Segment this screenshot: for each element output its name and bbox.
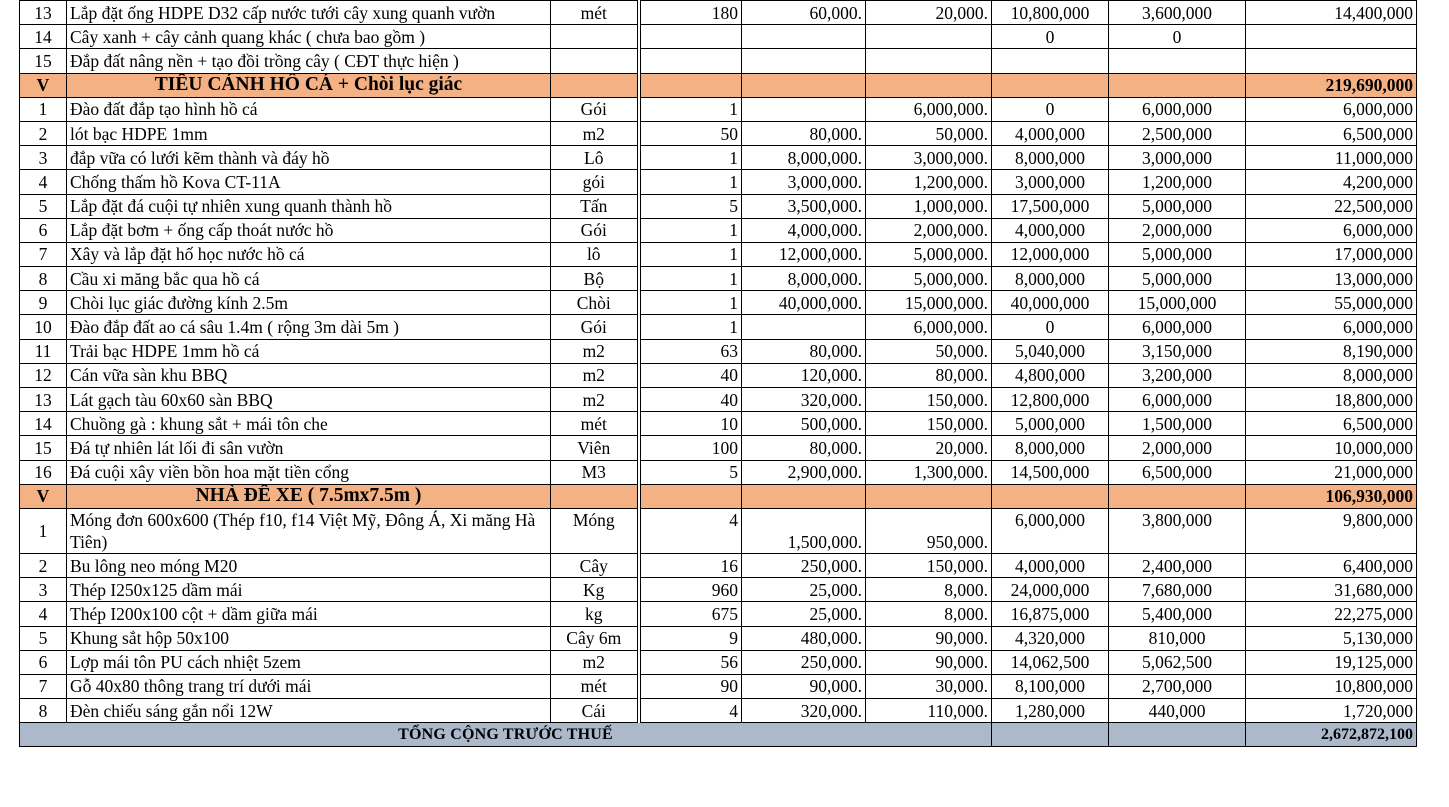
row-total-cell[interactable]: 5,130,000 — [1246, 626, 1417, 650]
material-unit-price-cell[interactable] — [742, 49, 866, 73]
empty-cell[interactable] — [866, 73, 992, 97]
row-total-cell[interactable]: 1,720,000 — [1246, 699, 1417, 723]
labor-amount-cell[interactable]: 2,500,000 — [1109, 121, 1246, 145]
section-total-cell[interactable]: 219,690,000 — [1246, 73, 1417, 97]
labor-amount-cell[interactable]: 3,600,000 — [1109, 1, 1246, 25]
material-amount-cell[interactable] — [992, 49, 1109, 73]
item-name-cell[interactable]: Lợp mái tôn PU cách nhiệt 5zem — [67, 650, 551, 674]
grand-total-label[interactable]: TỔNG CỘNG TRƯỚC THUẾ — [20, 723, 992, 747]
material-unit-price-cell[interactable]: 120,000. — [742, 363, 866, 387]
labor-amount-cell[interactable]: 3,150,000 — [1109, 339, 1246, 363]
table-row — [20, 436, 1417, 460]
labor-amount-cell[interactable]: 5,062,500 — [1109, 650, 1246, 674]
quantity-cell[interactable]: 675 — [639, 602, 742, 626]
stt-cell[interactable]: 4 — [20, 170, 67, 194]
unit-cell[interactable]: m2 — [551, 339, 639, 363]
labor-unit-price-cell[interactable]: 1,200,000. — [866, 170, 992, 194]
labor-amount-cell[interactable]: 7,680,000 — [1109, 578, 1246, 602]
material-unit-price-cell[interactable]: 8,000,000. — [742, 267, 866, 291]
unit-cell[interactable]: mét — [551, 412, 639, 436]
item-name-cell[interactable]: Cán vữa sàn khu BBQ — [67, 363, 551, 387]
item-name-cell[interactable]: Cầu xi măng bắc qua hồ cá — [67, 267, 551, 291]
quantity-cell[interactable]: 90 — [639, 674, 742, 698]
material-amount-cell[interactable]: 14,062,500 — [992, 650, 1109, 674]
material-amount-cell[interactable]: 8,100,000 — [992, 674, 1109, 698]
unit-cell[interactable] — [551, 25, 639, 49]
unit-cell[interactable]: Gói — [551, 315, 639, 339]
stt-cell[interactable]: 10 — [20, 315, 67, 339]
table-row — [20, 1, 1417, 25]
table-row — [20, 218, 1417, 242]
stt-cell[interactable]: 14 — [20, 412, 67, 436]
unit-cell[interactable]: m2 — [551, 363, 639, 387]
stt-cell[interactable]: 1 — [20, 508, 67, 553]
material-amount-cell[interactable]: 8,000,000 — [992, 436, 1109, 460]
material-amount-cell[interactable]: 24,000,000 — [992, 578, 1109, 602]
material-amount-cell[interactable]: 17,500,000 — [992, 194, 1109, 218]
row-total-cell[interactable] — [1246, 25, 1417, 49]
material-unit-price-cell[interactable]: 320,000. — [742, 699, 866, 723]
row-total-cell[interactable]: 22,500,000 — [1246, 194, 1417, 218]
row-total-cell[interactable]: 4,200,000 — [1246, 170, 1417, 194]
labor-amount-cell[interactable]: 1,500,000 — [1109, 412, 1246, 436]
labor-unit-price-cell[interactable]: 80,000. — [866, 363, 992, 387]
labor-amount-cell[interactable]: 6,500,000 — [1109, 460, 1246, 484]
material-amount-cell[interactable]: 5,040,000 — [992, 339, 1109, 363]
quantity-cell[interactable]: 63 — [639, 339, 742, 363]
labor-amount-cell[interactable]: 3,800,000 — [1109, 508, 1246, 553]
section-title-cell[interactable]: NHÀ ĐỂ XE ( 7.5mx7.5m ) — [67, 484, 551, 508]
stt-cell[interactable]: 15 — [20, 49, 67, 73]
labor-unit-price-cell[interactable]: 150,000. — [866, 388, 992, 412]
stt-cell[interactable]: 13 — [20, 388, 67, 412]
labor-unit-price-cell[interactable]: 3,000,000. — [866, 146, 992, 170]
quantity-cell[interactable] — [639, 25, 742, 49]
labor-amount-cell[interactable]: 6,000,000 — [1109, 388, 1246, 412]
labor-amount-cell[interactable]: 810,000 — [1109, 626, 1246, 650]
table-row — [20, 25, 1417, 49]
item-name-cell[interactable]: Chống thấm hồ Kova CT-11A — [67, 170, 551, 194]
stt-cell[interactable]: 5 — [20, 626, 67, 650]
unit-cell[interactable]: Gói — [551, 218, 639, 242]
row-total-cell[interactable]: 55,000,000 — [1246, 291, 1417, 315]
material-unit-price-cell[interactable]: 80,000. — [742, 121, 866, 145]
material-amount-cell[interactable]: 4,000,000 — [992, 218, 1109, 242]
labor-unit-price-cell[interactable]: 30,000. — [866, 674, 992, 698]
stt-cell[interactable]: 11 — [20, 339, 67, 363]
stt-cell[interactable]: 2 — [20, 121, 67, 145]
section-title-cell[interactable]: TIỂU CẢNH HỒ CÁ + Chòi lục giác — [67, 73, 551, 97]
labor-unit-price-cell[interactable]: 50,000. — [866, 339, 992, 363]
unit-cell[interactable]: Kg — [551, 578, 639, 602]
table-row — [20, 460, 1417, 484]
material-unit-price-cell[interactable]: 25,000. — [742, 578, 866, 602]
table-row — [20, 267, 1417, 291]
row-total-cell[interactable]: 8,000,000 — [1246, 363, 1417, 387]
unit-cell[interactable]: Chòi — [551, 291, 639, 315]
row-total-cell[interactable]: 11,000,000 — [1246, 146, 1417, 170]
empty-cell[interactable] — [1109, 73, 1246, 97]
material-unit-price-cell[interactable]: 250,000. — [742, 650, 866, 674]
table-row — [20, 291, 1417, 315]
item-name-cell[interactable]: đắp vữa có lưới kẽm thành và đáy hồ — [67, 146, 551, 170]
stt-cell[interactable]: 6 — [20, 650, 67, 674]
labor-unit-price-cell[interactable]: 150,000. — [866, 553, 992, 577]
table-row — [20, 363, 1417, 387]
table-row — [20, 650, 1417, 674]
item-name-cell[interactable]: Móng đơn 600x600 (Thép f10, f14 Việt Mỹ, Đông Á, Xi măng Hà Tiên) — [67, 508, 551, 553]
labor-unit-price-cell[interactable]: 50,000. — [866, 121, 992, 145]
material-unit-price-cell[interactable]: 80,000. — [742, 339, 866, 363]
item-name-cell[interactable]: Xây và lắp đặt hố học nước hồ cá — [67, 242, 551, 266]
table-row — [20, 578, 1417, 602]
material-unit-price-cell[interactable]: 3,000,000. — [742, 170, 866, 194]
labor-unit-price-cell[interactable]: 110,000. — [866, 699, 992, 723]
unit-cell[interactable]: m2 — [551, 650, 639, 674]
empty-cell[interactable] — [866, 484, 992, 508]
quantity-cell[interactable]: 56 — [639, 650, 742, 674]
labor-amount-cell[interactable] — [1109, 49, 1246, 73]
stt-cell[interactable]: 2 — [20, 553, 67, 577]
unit-cell[interactable]: Lô — [551, 146, 639, 170]
quantity-cell[interactable]: 9 — [639, 626, 742, 650]
row-total-cell[interactable]: 19,125,000 — [1246, 650, 1417, 674]
material-amount-cell[interactable]: 12,800,000 — [992, 388, 1109, 412]
labor-unit-price-cell[interactable]: 15,000,000. — [866, 291, 992, 315]
material-unit-price-cell[interactable]: 80,000. — [742, 436, 866, 460]
row-total-cell[interactable]: 22,275,000 — [1246, 602, 1417, 626]
section-header-row — [20, 73, 1417, 97]
row-total-cell[interactable]: 14,400,000 — [1246, 1, 1417, 25]
empty-cell[interactable] — [551, 484, 639, 508]
material-unit-price-cell[interactable]: 250,000. — [742, 553, 866, 577]
unit-cell[interactable]: gói — [551, 170, 639, 194]
material-unit-price-cell[interactable]: 320,000. — [742, 388, 866, 412]
row-total-cell[interactable]: 6,500,000 — [1246, 412, 1417, 436]
empty-cell[interactable] — [742, 73, 866, 97]
labor-unit-price-cell[interactable]: 5,000,000. — [866, 242, 992, 266]
labor-amount-cell[interactable]: 3,000,000 — [1109, 146, 1246, 170]
item-name-cell[interactable]: Chuồng gà : khung sắt + mái tôn che — [67, 412, 551, 436]
estimate-table-body — [20, 1, 1417, 747]
labor-amount-cell[interactable]: 2,000,000 — [1109, 218, 1246, 242]
quantity-cell[interactable]: 1 — [639, 170, 742, 194]
labor-amount-cell[interactable]: 5,000,000 — [1109, 267, 1246, 291]
labor-unit-price-cell[interactable]: 2,000,000. — [866, 218, 992, 242]
labor-unit-price-cell[interactable]: 950,000. — [866, 508, 992, 553]
table-row — [20, 388, 1417, 412]
quantity-cell[interactable]: 5 — [639, 194, 742, 218]
unit-cell[interactable]: Cây 6m — [551, 626, 639, 650]
material-amount-cell[interactable]: 40,000,000 — [992, 291, 1109, 315]
material-unit-price-cell[interactable]: 4,000,000. — [742, 218, 866, 242]
labor-amount-cell[interactable]: 3,200,000 — [1109, 363, 1246, 387]
material-amount-cell[interactable]: 16,875,000 — [992, 602, 1109, 626]
stt-cell[interactable]: 9 — [20, 291, 67, 315]
labor-unit-price-cell[interactable]: 6,000,000. — [866, 315, 992, 339]
row-total-cell[interactable]: 8,190,000 — [1246, 339, 1417, 363]
table-row — [20, 97, 1417, 121]
table-row — [20, 553, 1417, 577]
stt-cell[interactable]: 8 — [20, 267, 67, 291]
material-amount-cell[interactable]: 6,000,000 — [992, 508, 1109, 553]
unit-cell[interactable]: mét — [551, 674, 639, 698]
material-amount-cell[interactable]: 4,320,000 — [992, 626, 1109, 650]
unit-cell[interactable]: m2 — [551, 121, 639, 145]
row-total-cell[interactable]: 6,000,000 — [1246, 315, 1417, 339]
unit-cell[interactable]: Viên — [551, 436, 639, 460]
section-header-row — [20, 484, 1417, 508]
quantity-cell[interactable]: 40 — [639, 388, 742, 412]
stt-cell[interactable]: 13 — [20, 1, 67, 25]
estimate-table — [19, 0, 1417, 747]
empty-cell[interactable] — [639, 73, 742, 97]
quantity-cell[interactable]: 16 — [639, 553, 742, 577]
unit-cell[interactable]: mét — [551, 1, 639, 25]
empty-cell[interactable] — [639, 484, 742, 508]
row-total-cell[interactable]: 31,680,000 — [1246, 578, 1417, 602]
grand-total-row — [20, 723, 1417, 747]
labor-unit-price-cell[interactable]: 20,000. — [866, 1, 992, 25]
item-name-cell[interactable]: Cây xanh + cây cảnh quang khác ( chưa bao gồm ) — [67, 25, 551, 49]
quantity-cell[interactable]: 960 — [639, 578, 742, 602]
material-unit-price-cell[interactable]: 1,500,000. — [742, 508, 866, 553]
stt-cell[interactable]: 1 — [20, 97, 67, 121]
row-total-cell[interactable]: 18,800,000 — [1246, 388, 1417, 412]
labor-amount-cell[interactable]: 2,400,000 — [1109, 553, 1246, 577]
labor-amount-cell[interactable]: 1,200,000 — [1109, 170, 1246, 194]
unit-cell[interactable]: kg — [551, 602, 639, 626]
stt-cell[interactable]: 3 — [20, 146, 67, 170]
empty-cell[interactable] — [1109, 484, 1246, 508]
unit-cell[interactable]: m2 — [551, 388, 639, 412]
item-name-cell[interactable]: Lắp đặt ống HDPE D32 cấp nước tưới cây xung quanh vườn — [67, 1, 551, 25]
item-name-cell[interactable]: Bu lông neo móng M20 — [67, 553, 551, 577]
quantity-cell[interactable]: 10 — [639, 412, 742, 436]
material-unit-price-cell[interactable]: 90,000. — [742, 674, 866, 698]
unit-cell[interactable]: Móng — [551, 508, 639, 553]
labor-amount-cell[interactable]: 6,000,000 — [1109, 97, 1246, 121]
item-name-cell[interactable]: Đắp đất nâng nền + tạo đồi trồng cây ( CĐT thực hiện ) — [67, 49, 551, 73]
material-amount-cell[interactable]: 14,500,000 — [992, 460, 1109, 484]
quantity-cell[interactable]: 1 — [639, 218, 742, 242]
empty-cell[interactable] — [992, 723, 1109, 747]
row-total-cell[interactable] — [1246, 49, 1417, 73]
section-number-cell[interactable]: V — [20, 73, 67, 97]
material-unit-price-cell[interactable] — [742, 315, 866, 339]
material-unit-price-cell[interactable]: 8,000,000. — [742, 146, 866, 170]
quantity-cell[interactable]: 180 — [639, 1, 742, 25]
item-name-cell[interactable]: Thép I200x100 cột + dầm giữa mái — [67, 602, 551, 626]
stt-cell[interactable]: 7 — [20, 242, 67, 266]
table-row — [20, 412, 1417, 436]
unit-cell[interactable]: Cái — [551, 699, 639, 723]
material-amount-cell[interactable]: 4,000,000 — [992, 553, 1109, 577]
material-unit-price-cell[interactable]: 2,900,000. — [742, 460, 866, 484]
stt-cell[interactable]: 4 — [20, 602, 67, 626]
stt-cell[interactable]: 3 — [20, 578, 67, 602]
stt-cell[interactable]: 8 — [20, 699, 67, 723]
material-unit-price-cell[interactable] — [742, 25, 866, 49]
labor-amount-cell[interactable]: 5,000,000 — [1109, 242, 1246, 266]
material-amount-cell[interactable]: 0 — [992, 25, 1109, 49]
empty-cell[interactable] — [1109, 723, 1246, 747]
item-name-cell[interactable]: Đá tự nhiên lát lối đi sân vườn — [67, 436, 551, 460]
material-amount-cell[interactable]: 4,000,000 — [992, 121, 1109, 145]
material-amount-cell[interactable]: 5,000,000 — [992, 412, 1109, 436]
labor-unit-price-cell[interactable]: 1,300,000. — [866, 460, 992, 484]
material-unit-price-cell[interactable]: 60,000. — [742, 1, 866, 25]
table-row — [20, 508, 1417, 553]
labor-unit-price-cell[interactable] — [866, 49, 992, 73]
labor-unit-price-cell[interactable]: 5,000,000. — [866, 267, 992, 291]
labor-unit-price-cell[interactable]: 90,000. — [866, 626, 992, 650]
table-row — [20, 49, 1417, 73]
material-unit-price-cell[interactable]: 480,000. — [742, 626, 866, 650]
item-name-cell[interactable]: Lắp đặt bơm + ống cấp thoát nước hồ — [67, 218, 551, 242]
material-amount-cell[interactable]: 0 — [992, 97, 1109, 121]
table-row — [20, 699, 1417, 723]
quantity-cell[interactable]: 1 — [639, 315, 742, 339]
labor-amount-cell[interactable]: 15,000,000 — [1109, 291, 1246, 315]
unit-cell[interactable] — [551, 49, 639, 73]
labor-unit-price-cell[interactable]: 6,000,000. — [866, 97, 992, 121]
labor-unit-price-cell[interactable]: 8,000. — [866, 578, 992, 602]
stt-cell[interactable]: 5 — [20, 194, 67, 218]
labor-amount-cell[interactable]: 440,000 — [1109, 699, 1246, 723]
stt-cell[interactable]: 15 — [20, 436, 67, 460]
table-row — [20, 339, 1417, 363]
empty-cell[interactable] — [992, 484, 1109, 508]
row-total-cell[interactable]: 6,500,000 — [1246, 121, 1417, 145]
table-row — [20, 121, 1417, 145]
item-name-cell[interactable]: Đèn chiếu sáng gắn nổi 12W — [67, 699, 551, 723]
quantity-cell[interactable]: 1 — [639, 146, 742, 170]
quantity-cell[interactable]: 4 — [639, 508, 742, 553]
stt-cell[interactable]: 7 — [20, 674, 67, 698]
section-number-cell[interactable]: V — [20, 484, 67, 508]
labor-amount-cell[interactable]: 6,000,000 — [1109, 315, 1246, 339]
table-row — [20, 146, 1417, 170]
quantity-cell[interactable]: 1 — [639, 97, 742, 121]
material-unit-price-cell[interactable]: 40,000,000. — [742, 291, 866, 315]
table-row — [20, 674, 1417, 698]
quantity-cell[interactable]: 50 — [639, 121, 742, 145]
labor-amount-cell[interactable]: 5,000,000 — [1109, 194, 1246, 218]
unit-cell[interactable]: Cây — [551, 553, 639, 577]
item-name-cell[interactable]: Trải bạc HDPE 1mm hồ cá — [67, 339, 551, 363]
item-name-cell[interactable]: Chòi lục giác đường kính 2.5m — [67, 291, 551, 315]
material-unit-price-cell[interactable]: 3,500,000. — [742, 194, 866, 218]
grand-total-value[interactable]: 2,672,872,100 — [1246, 723, 1417, 747]
item-name-cell[interactable]: Đá cuội xây viền bồn hoa mặt tiền cổng — [67, 460, 551, 484]
quantity-cell[interactable] — [639, 49, 742, 73]
labor-unit-price-cell[interactable]: 8,000. — [866, 602, 992, 626]
item-name-cell[interactable]: Khung sắt hộp 50x100 — [67, 626, 551, 650]
material-amount-cell[interactable]: 8,000,000 — [992, 146, 1109, 170]
row-total-cell[interactable]: 21,000,000 — [1246, 460, 1417, 484]
labor-unit-price-cell[interactable]: 20,000. — [866, 436, 992, 460]
stt-cell[interactable]: 6 — [20, 218, 67, 242]
labor-amount-cell[interactable]: 2,700,000 — [1109, 674, 1246, 698]
unit-cell[interactable]: Gói — [551, 97, 639, 121]
material-unit-price-cell[interactable]: 500,000. — [742, 412, 866, 436]
row-total-cell[interactable]: 10,800,000 — [1246, 674, 1417, 698]
row-total-cell[interactable]: 10,000,000 — [1246, 436, 1417, 460]
labor-amount-cell[interactable]: 2,000,000 — [1109, 436, 1246, 460]
unit-cell[interactable]: lô — [551, 242, 639, 266]
table-row — [20, 242, 1417, 266]
unit-cell[interactable]: Bộ — [551, 267, 639, 291]
stt-cell[interactable]: 12 — [20, 363, 67, 387]
row-total-cell[interactable]: 6,000,000 — [1246, 97, 1417, 121]
item-name-cell[interactable]: Lát gạch tàu 60x60 sàn BBQ — [67, 388, 551, 412]
unit-cell[interactable]: M3 — [551, 460, 639, 484]
material-amount-cell[interactable]: 0 — [992, 315, 1109, 339]
stt-cell[interactable]: 14 — [20, 25, 67, 49]
quantity-cell[interactable]: 5 — [639, 460, 742, 484]
quantity-cell[interactable]: 1 — [639, 242, 742, 266]
row-total-cell[interactable]: 13,000,000 — [1246, 267, 1417, 291]
item-name-cell[interactable]: Gỗ 40x80 thông trang trí dưới mái — [67, 674, 551, 698]
labor-amount-cell[interactable]: 0 — [1109, 25, 1246, 49]
labor-unit-price-cell[interactable]: 90,000. — [866, 650, 992, 674]
material-amount-cell[interactable]: 8,000,000 — [992, 267, 1109, 291]
empty-cell[interactable] — [742, 484, 866, 508]
item-name-cell[interactable]: lót bạc HDPE 1mm — [67, 121, 551, 145]
material-unit-price-cell[interactable] — [742, 97, 866, 121]
empty-cell[interactable] — [551, 73, 639, 97]
material-amount-cell[interactable]: 12,000,000 — [992, 242, 1109, 266]
material-unit-price-cell[interactable]: 12,000,000. — [742, 242, 866, 266]
quantity-cell[interactable]: 4 — [639, 699, 742, 723]
table-row — [20, 602, 1417, 626]
table-row — [20, 315, 1417, 339]
unit-cell[interactable]: Tấn — [551, 194, 639, 218]
item-name-cell[interactable]: Đào đất đắp tạo hình hồ cá — [67, 97, 551, 121]
labor-unit-price-cell[interactable]: 150,000. — [866, 412, 992, 436]
row-total-cell[interactable]: 9,800,000 — [1246, 508, 1417, 553]
table-row — [20, 194, 1417, 218]
material-amount-cell[interactable]: 3,000,000 — [992, 170, 1109, 194]
labor-unit-price-cell[interactable]: 1,000,000. — [866, 194, 992, 218]
item-name-cell[interactable]: Đào đắp đất ao cá sâu 1.4m ( rộng 3m dài 5m ) — [67, 315, 551, 339]
quantity-cell[interactable]: 1 — [639, 267, 742, 291]
item-name-cell[interactable]: Lắp đặt đá cuội tự nhiên xung quanh thành hồ — [67, 194, 551, 218]
material-amount-cell[interactable]: 1,280,000 — [992, 699, 1109, 723]
quantity-cell[interactable]: 1 — [639, 291, 742, 315]
row-total-cell[interactable]: 17,000,000 — [1246, 242, 1417, 266]
table-row — [20, 626, 1417, 650]
quantity-cell[interactable]: 100 — [639, 436, 742, 460]
labor-unit-price-cell[interactable] — [866, 25, 992, 49]
quantity-cell[interactable]: 40 — [639, 363, 742, 387]
material-unit-price-cell[interactable]: 25,000. — [742, 602, 866, 626]
table-row — [20, 170, 1417, 194]
material-amount-cell[interactable]: 4,800,000 — [992, 363, 1109, 387]
row-total-cell[interactable]: 6,000,000 — [1246, 218, 1417, 242]
section-total-cell[interactable]: 106,930,000 — [1246, 484, 1417, 508]
stt-cell[interactable]: 16 — [20, 460, 67, 484]
row-total-cell[interactable]: 6,400,000 — [1246, 553, 1417, 577]
item-name-cell[interactable]: Thép I250x125 dầm mái — [67, 578, 551, 602]
material-amount-cell[interactable]: 10,800,000 — [992, 1, 1109, 25]
empty-cell[interactable] — [992, 73, 1109, 97]
labor-amount-cell[interactable]: 5,400,000 — [1109, 602, 1246, 626]
